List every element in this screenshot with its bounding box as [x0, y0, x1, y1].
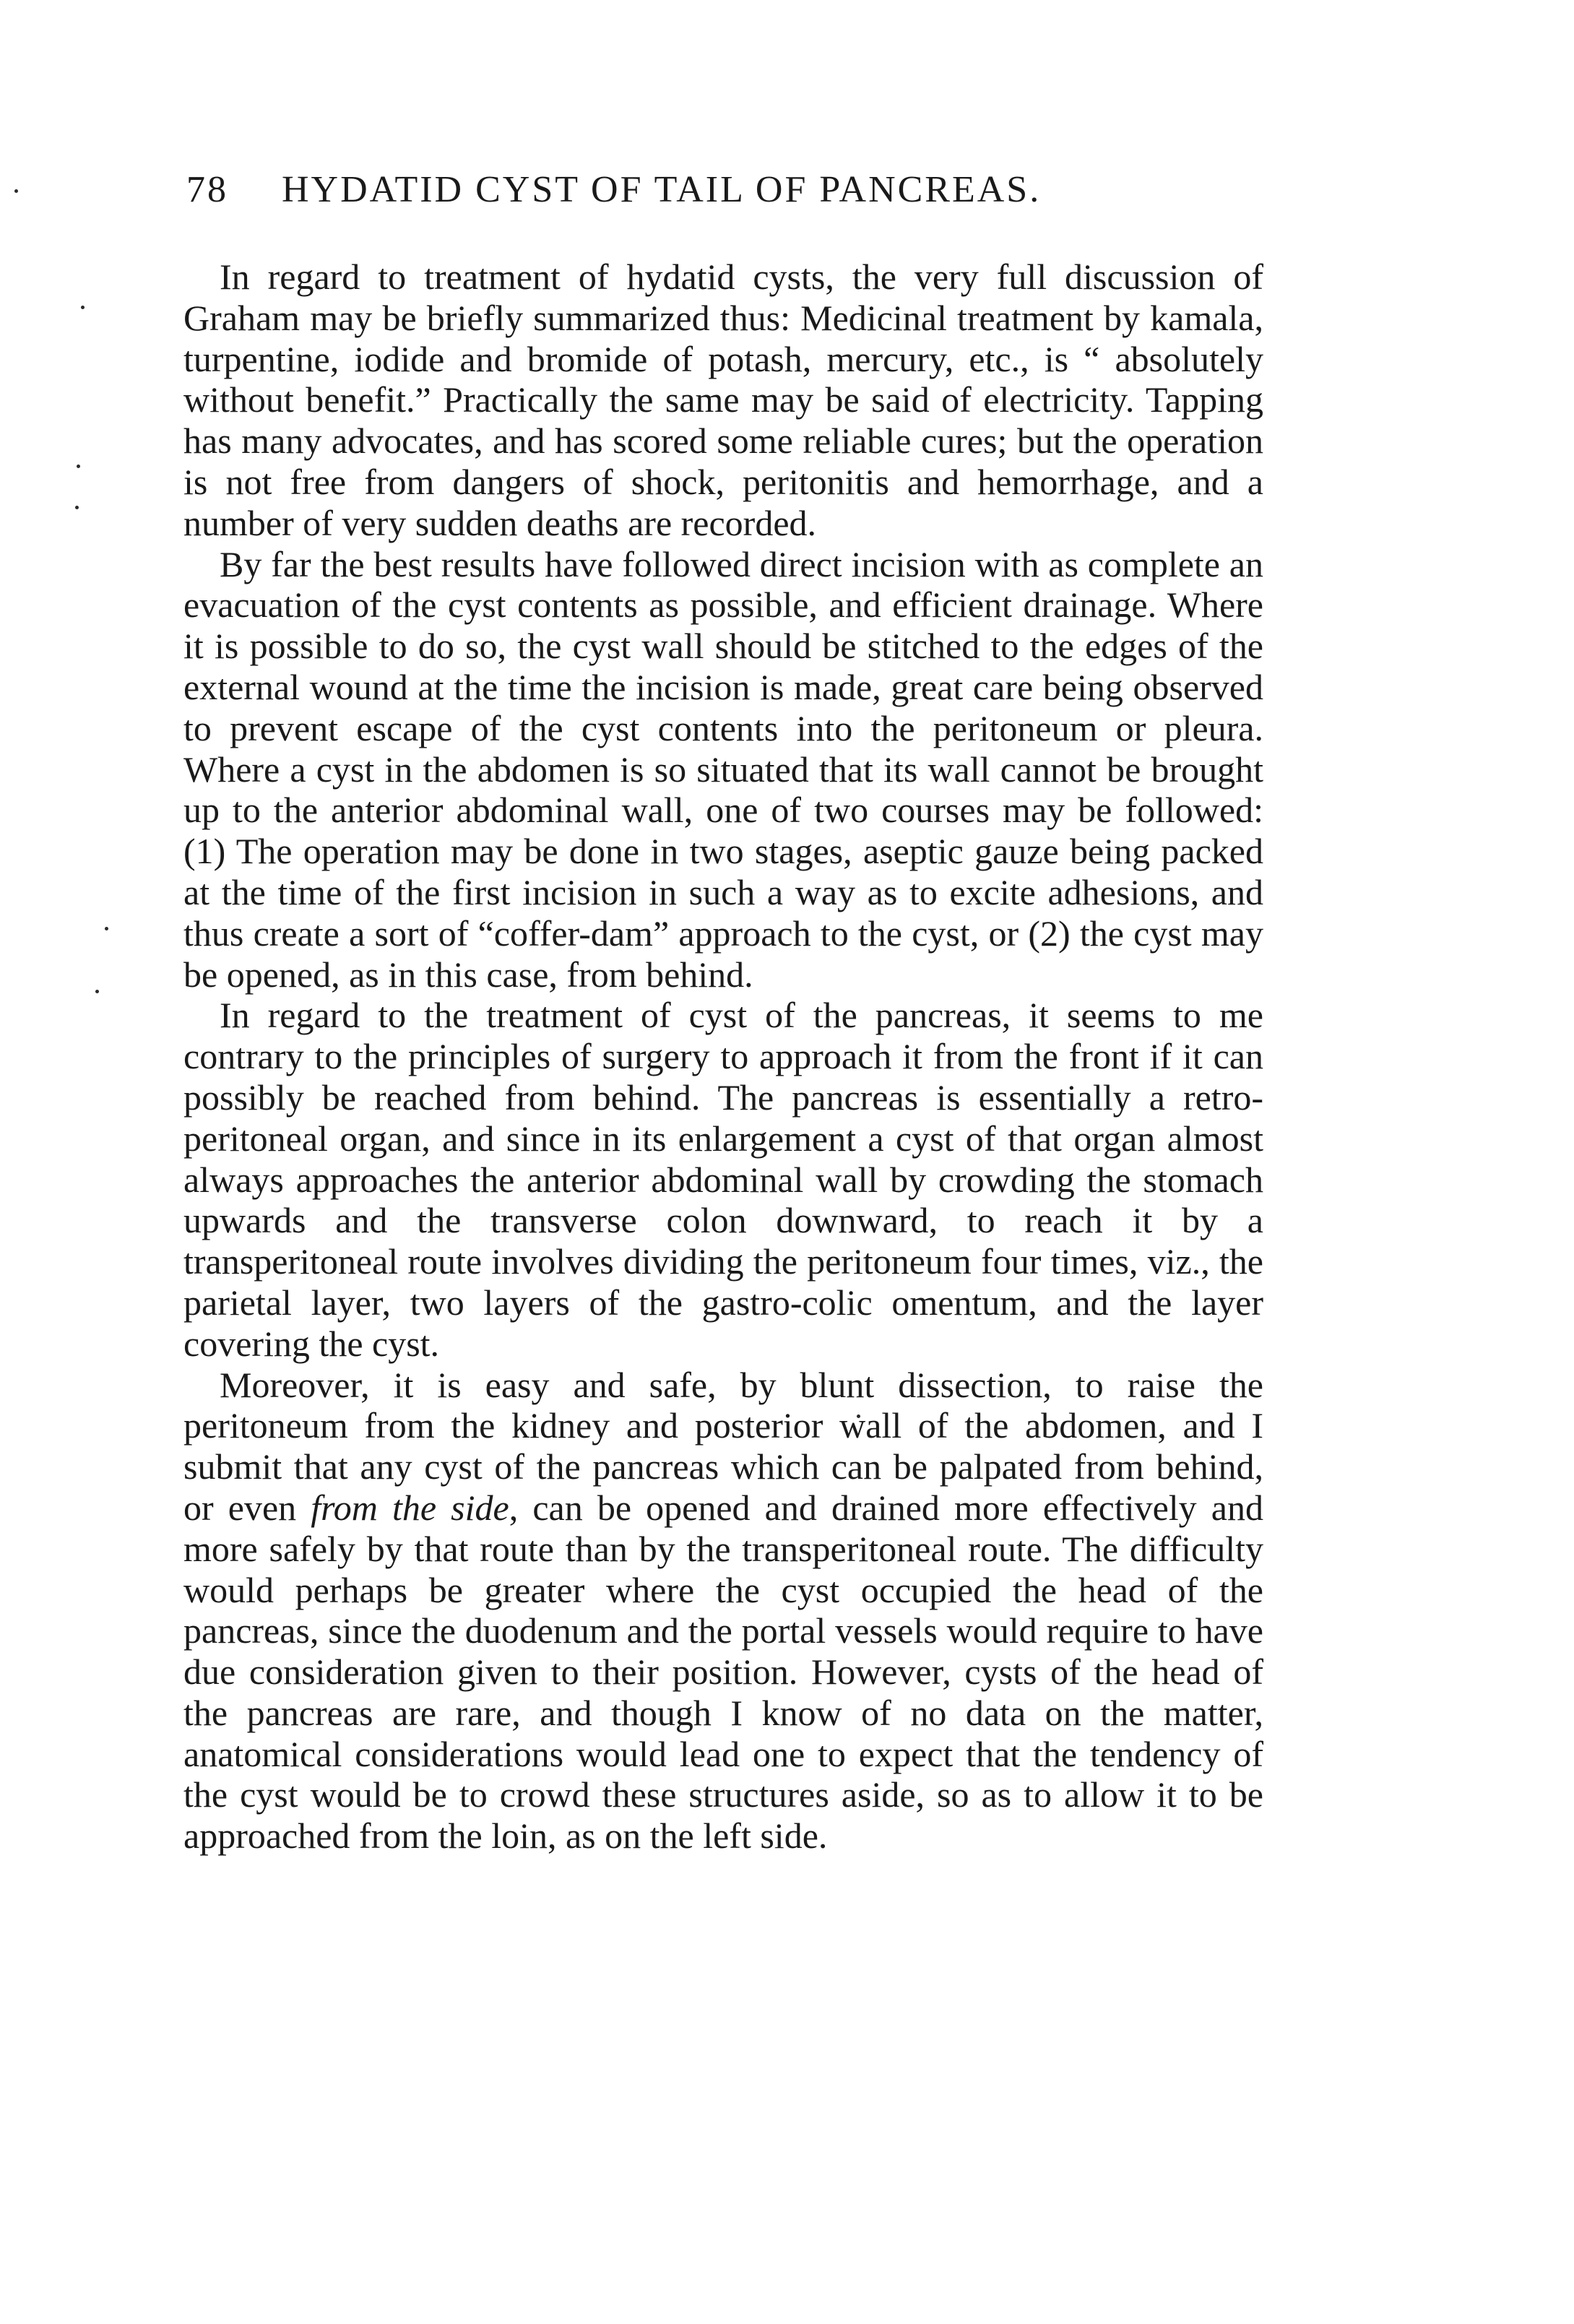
body-text [183, 256, 1263, 1857]
paragraph-text-segment: , can be opened and drained more effectively and more safely by that route than by the transperitoneal route. The difficulty would perhaps be greater where the cyst occupied the head of the pancreas, since the duodenum and the portal vessels would require to have due consideration given to their position. However, cysts of the head of the pancreas are rare, and though I know of no data on the matter, anatomical considerations would lead one to expect that the tendency of the cyst would be to crowd these structures aside, so as to allow it to be approached from the loin, as on the left side. [183, 1487, 1263, 1857]
paragraph-text-segment: Moreover, it is easy and safe, by blunt dissection, to raise the peritoneum from the kidney and posterior wall of the abdomen, and I submit that any cyst of the pancreas which can be palpated from behind, or even [183, 1364, 1263, 1528]
paragraph-treatment-of-pancreatic-cyst: In regard to the treatment of cyst of the pancreas, it seems to me contrary to the principles of surgery to approach it from the front if it can possibly be reached from behind. The pancreas is essentially a retro-peritoneal organ, and since in its enlargement a cyst of that organ almost always approaches the anterior abdominal wall by crowding the stomach upwards and the transverse colon downward, to reach it by a transperitoneal route involves dividing the peritoneum four times, viz., the parietal layer, two layers of the gastro-colic omentum, and the layer covering the cyst. [183, 995, 1263, 1364]
paragraph-direct-incision: By far the best results have followed direct incision with as complete an evacuation of the cyst contents as possible, and efficient drainage. Where it is possible to do so, the cyst wall should be stitched to the edges of the external wound at the time the incision is made, great care being observed to prevent escape of the cyst contents into the peritoneum or pleura. Where a cyst in the abdomen is so situated that its wall cannot be brought up to the anterior abdominal wall, one of two courses may be followed: (1) The operation may be done in two stages, aseptic gauze being packed at the time of the first incision in such a way as to excite adhesions, and thus create a sort of “coffer-dam” approach to the cyst, or (2) the cyst may be opened, as in this case, from behind. [183, 543, 1263, 995]
margin-speck [81, 306, 85, 309]
italic-phrase: from the side [311, 1487, 509, 1528]
paragraph-treatment-of-hydatid-cysts: In regard to treatment of hydatid cysts, the very full discussion of Graham may be briefly summarized thus: Medicinal treatment by kamala, turpentine, iodide and bromide of potash, mercury, etc., is “ absolutely without benefit.” Practically the same may be said of electricity. Tapping has many advocates, and has scored some reliable cures; but the operation is not free from dangers of shock, peritonitis and hemorrhage, and a number of very sudden deaths are recorded. [183, 256, 1263, 543]
page-number: 78 [186, 169, 228, 210]
margin-speck [95, 990, 99, 993]
margin-speck [77, 465, 80, 468]
running-header [186, 165, 1162, 215]
paragraph-posterior-approach [183, 1365, 1263, 1857]
margin-speck [75, 506, 79, 509]
margin-speck [105, 927, 108, 930]
margin-speck [14, 189, 18, 193]
running-title: HYDATID CYST OF TAIL OF PANCREAS. [282, 169, 1042, 210]
